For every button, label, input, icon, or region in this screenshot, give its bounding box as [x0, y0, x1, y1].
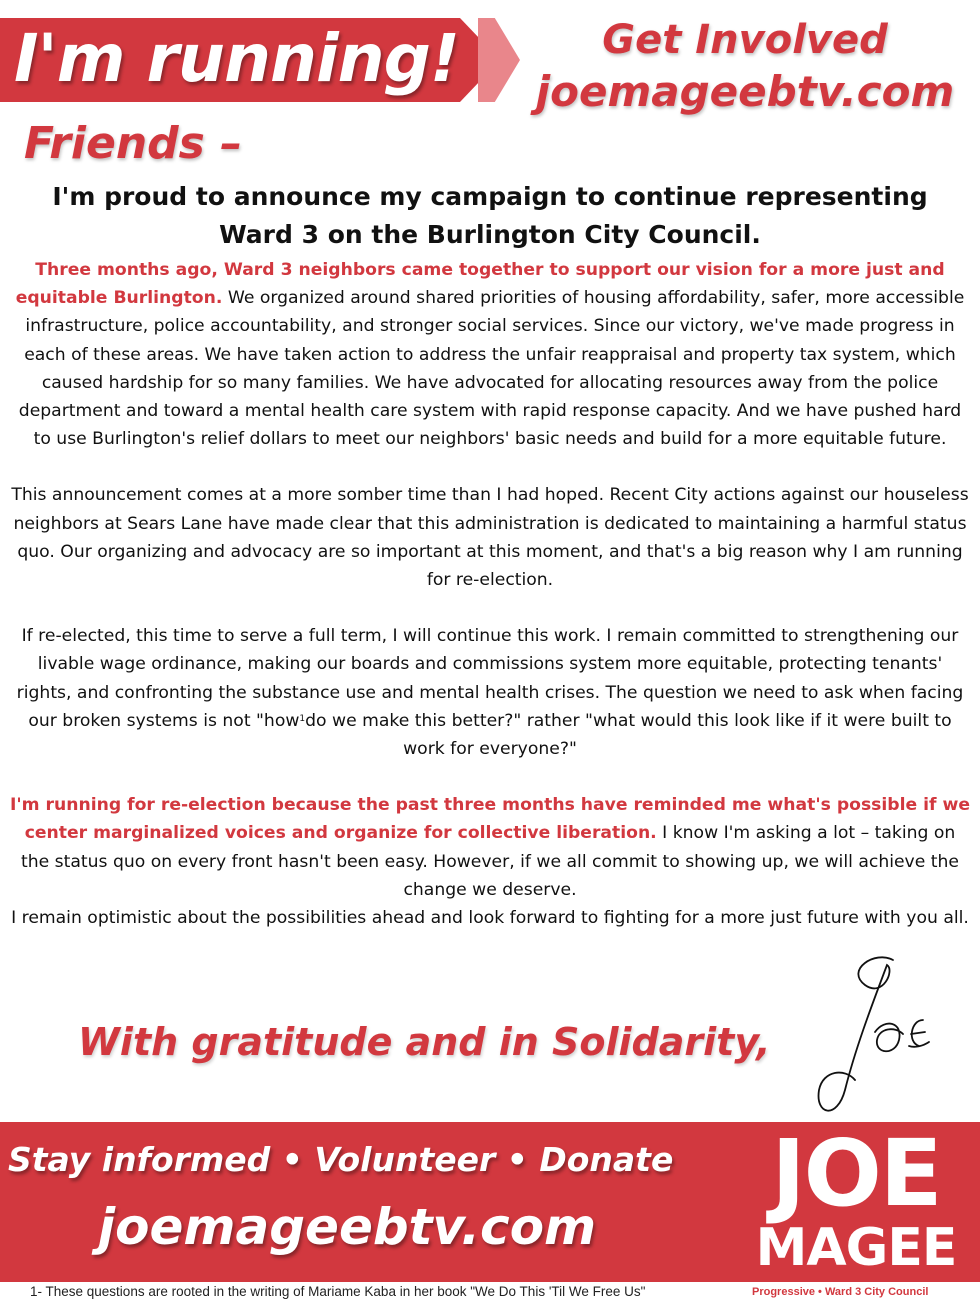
signature-joe — [815, 950, 955, 1125]
banner-chevron — [478, 18, 520, 102]
paragraph-3-text-b: do we make this better?" rather "what would this look like if it were built to work for everyone?" — [305, 710, 952, 760]
tagline: Progressive • Ward 3 City Council — [752, 1286, 929, 1298]
get-involved-block — [530, 14, 960, 118]
paragraph-4 — [8, 791, 972, 904]
paragraph-1-text: We organized around shared priorities of housing affordability, safer, more accessible infrastructure, police accountability, and stronger social services. Since our victory, we've made progress in each of these areas. We have taken action to address the unfair reappraisal and property tax system, which caused hardship for so many families. We have advocated for allocating resources away from the police department and toward a mental health care system with rapid response capacity. And we have pushed hard to use Burlington's relief dollars to meet our neighbors' basic needs and build for a more equitable future. — [18, 288, 965, 450]
closing-line: With gratitude and in Solidarity, — [78, 1020, 771, 1064]
salutation: Friends – — [24, 118, 243, 169]
candidate-first-name: JOE — [771, 1120, 941, 1227]
paragraph-2: This announcement comes at a more somber time than I had hoped. Recent City actions against our houseless neighbors at Sears Lane have made clear that this administration is dedicated to maintaining a harmful status quo. Our organizing and advocacy are so important at this moment, and that's a big reason why I am running for re-election. — [11, 485, 969, 591]
footnote: 1- These questions are rooted in the writing of Mariame Kaba in her book "We Do This 'Til We Free Us" — [30, 1284, 646, 1299]
letter-body — [8, 256, 972, 932]
header-website-link[interactable]: joemageebtv.com — [535, 67, 955, 116]
candidate-last-name: MAGEE — [755, 1218, 957, 1278]
paragraph-4-highlight: I'm running for re-election because the past three months have reminded me what's possible if we center marginalized voices and organize for collective liberation. — [9, 795, 971, 844]
paragraph-1 — [8, 256, 972, 453]
candidate-name — [736, 1120, 976, 1278]
get-involved-heading: Get Involved — [602, 17, 888, 63]
footnote-marker: 1 — [299, 713, 306, 724]
paragraph-3 — [8, 622, 972, 763]
paragraph-4-text: I know I'm asking a lot – taking on the status quo on every front hasn't been easy. However, if we all commit to showing up, we will achieve the change we deserve. — [21, 823, 959, 900]
footer-website-link[interactable]: joemageebtv.com — [98, 1198, 597, 1256]
footer-actions: Stay informed • Volunteer • Donate — [8, 1140, 674, 1179]
announcement-heading: I'm proud to announce my campaign to continue representing Ward 3 on the Burlington City Council. — [52, 182, 928, 249]
paragraph-5: I remain optimistic about the possibilities ahead and look forward to fighting for a more just future with you all. — [11, 908, 969, 929]
banner-title: I'm running! — [14, 20, 459, 97]
paragraph-3-text-a: If re-elected, this time to serve a full term, I will continue this work. I remain committed to strengthening our livable wage ordinance, making our boards and commissions system more equitable, protecting tenants' rights, and confronting the substance use and mental health crises. The question we need to ask when facing our broken systems is not "how — [16, 626, 964, 731]
paragraph-1-highlight: Three months ago, Ward 3 neighbors came together to support our vision for a more just and equitable Burlington. — [15, 260, 945, 309]
